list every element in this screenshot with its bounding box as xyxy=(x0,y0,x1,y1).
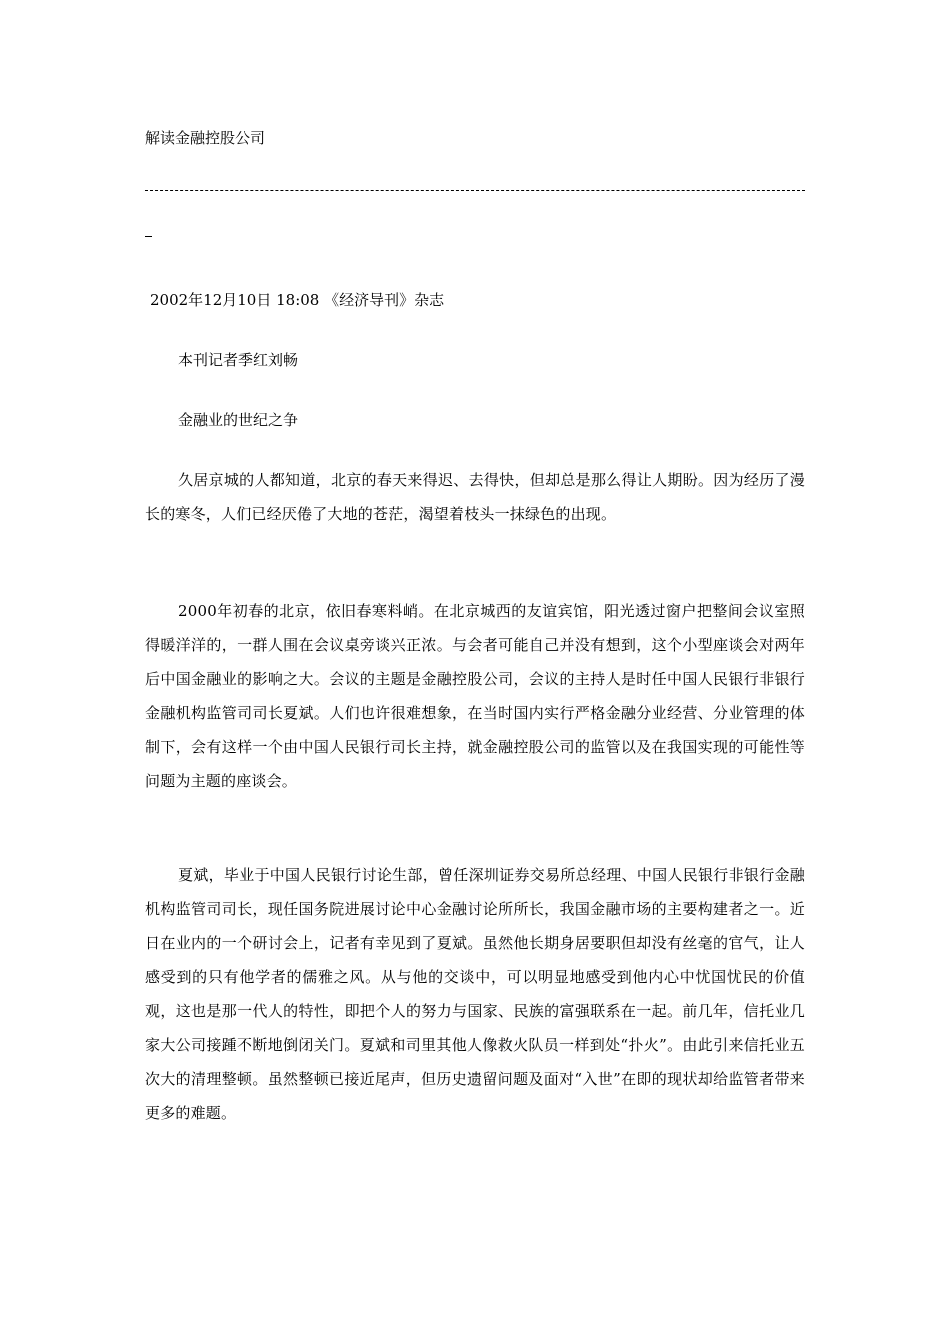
body-paragraph-3: 夏斌，毕业于中国人民银行讨论生部，曾任深圳证券交易所总经理、中国人民银行非银行金融机构监管司司长，现任国务院进展讨论中心金融讨论所所长，我国金融市场的主要构建者之一。近日在业内的一个研讨会上，记者有幸见到了夏斌。虽然他长期身居要职但却没有丝毫的官气，让人感受到的只有他学者的儒雅之风。从与他的交谈中，可以明显地感受到他内心中忧国忧民的价值观，这也是那一代人的特性，即把个人的努力与国家、民族的富强联系在一起。前几年，信托业几家大公司接踵不断地倒闭关门。夏斌和司里其他人像救火队员一样到处“扑火”。由此引来信托业五次大的清理整顿。虽然整顿已接近尾声，但历史遗留问题及面对“入世”在即的现状却给监管者带来更多的难题。 xyxy=(145,866,805,1122)
article-title: 解读金融控股公司 xyxy=(145,129,266,147)
article-dateline: 2002年12月10日 18:08 《经济导刊》杂志 xyxy=(150,291,445,309)
body-paragraph-2: 2000年初春的北京，依旧春寒料峭。在北京城西的友谊宾馆，阳光透过窗户把整间会议室照得暖洋洋的，一群人围在会议桌旁谈兴正浓。与会者可能自己并没有想到，这个小型座谈会对两年后中国金融业的影响之大。会议的主题是金融控股公司，会议的主持人是时任中国人民银行非银行金融机构监管司司长夏斌。人们也许很难想象，在当时国内实行严格金融分业经营、分业管理的体制下，会有这样一个由中国人民银行司长主持，就金融控股公司的监管以及在我国实现的可能性等问题为主题的座谈会。 xyxy=(145,602,805,790)
body-paragraph-1: 久居京城的人都知道，北京的春天来得迟、去得快，但却总是那么得让人期盼。因为经历了漫长的寒冬，人们已经厌倦了大地的苍茫，渴望着枝头一抹绿色的出现。 xyxy=(145,471,805,523)
article-byline: 本刊记者季红刘畅 xyxy=(178,351,299,369)
separator-rule-tail xyxy=(145,236,152,237)
separator-rule xyxy=(145,190,805,191)
article-subheading: 金融业的世纪之争 xyxy=(178,411,299,429)
